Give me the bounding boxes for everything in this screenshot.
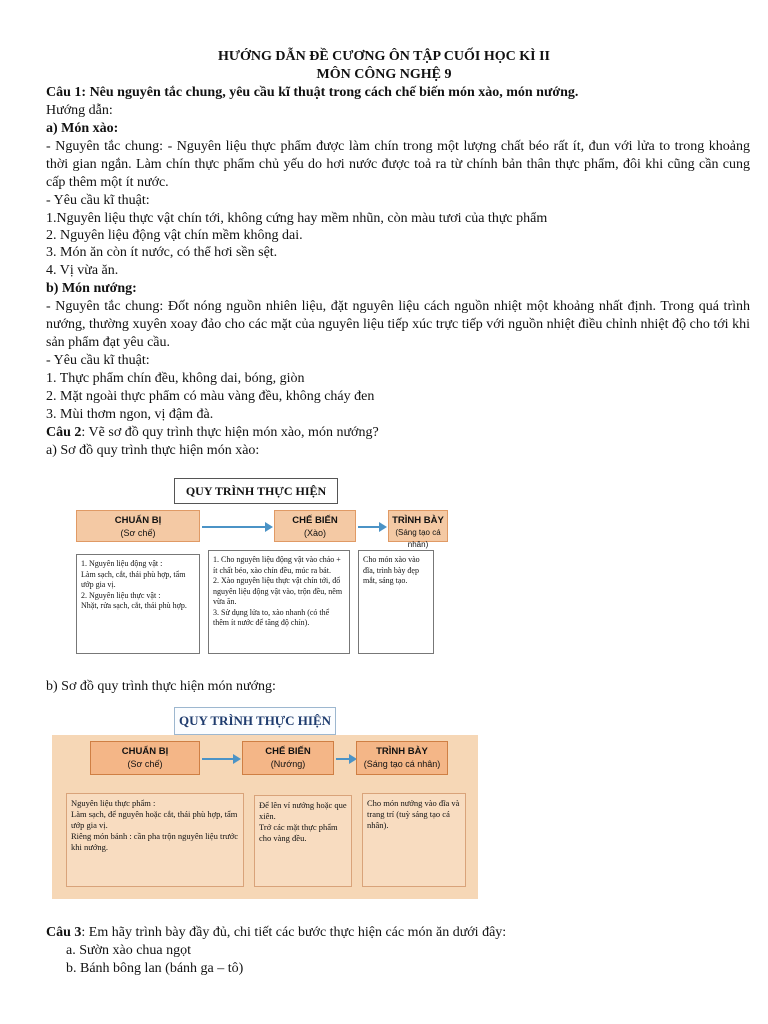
- question-2-text: : Vẽ sơ đồ quy trình thực hiện món xào, món nướng?: [81, 425, 379, 440]
- section-b-req-1: 1. Thực phẩm chín đều, không dai, bóng, giòn: [46, 371, 305, 386]
- detail-cook: Để lên vỉ nướng hoặc que xiên. Trở các mặt thực phẩm cho vàng đều.: [254, 795, 352, 887]
- step-sub: (Sáng tạo cá nhân): [395, 528, 441, 549]
- detail-present: Cho món xào vào đĩa, trình bày đẹp mắt, sáng tạo.: [358, 550, 434, 654]
- step-name: TRÌNH BÀY: [376, 746, 428, 757]
- question-1-label: Câu 1:: [46, 85, 87, 100]
- step-name: CHUẨN BỊ: [114, 515, 162, 526]
- question-3-text: : Em hãy trình bày đầy đủ, chi tiết các bước thực hiện các món ăn dưới đây:: [81, 925, 507, 940]
- step-name: CHẾ BIẾN: [265, 746, 311, 757]
- diagram-title: QUY TRÌNH THỰC HIỆN: [174, 478, 338, 504]
- step-prepare-box: [90, 741, 200, 775]
- step-name: TRÌNH BÀY: [392, 515, 444, 526]
- step-sub: (Sơ chế): [120, 528, 156, 538]
- step-present-box: [388, 510, 448, 549]
- question-2-label: Câu 2: [46, 425, 82, 440]
- section-b-req-title: - Yêu cầu kĩ thuật:: [46, 353, 150, 368]
- arrow-right-icon: [202, 758, 234, 760]
- step-present-box: [356, 741, 448, 775]
- section-a-title: a) Món xào:: [46, 121, 119, 136]
- diagram-b-caption: b) Sơ đồ quy trình thực hiện món nướng:: [46, 679, 276, 694]
- section-b-req-3: 3. Mùi thơm ngon, vị đậm đà.: [46, 407, 214, 422]
- section-a-principle: - Nguyên tắc chung: - Nguyên liệu thực phẩm được làm chín trong một lượng chất béo rất ít, đun với lửa to trong khoảng thời gian ngắn. Làm chín thực phẩm chủ yếu do hơi nước được toả ra từ chính bản thân thực phẩm, đôi khi cũng cần cung cấp thêm một ít nước.: [46, 139, 750, 190]
- step-name: CHUẨN BỊ: [121, 746, 169, 757]
- section-a-req-2: 2. Nguyên liệu động vật chín mềm không dai.: [46, 228, 303, 243]
- document-title: HƯỚNG DẪN ĐỀ CƯƠNG ÔN TẬP CUỐI HỌC KÌ II: [217, 49, 550, 64]
- question-1: [46, 84, 578, 102]
- step-prepare-box: [76, 510, 200, 542]
- guide-label: Hướng dẫn:: [46, 103, 113, 118]
- detail-prepare: Nguyên liệu thực phẩm : Làm sạch, để nguyên hoặc cắt, thái phù hợp, tẩm ướp gia vị. Riêng món bánh : cần pha trộn nguyên liệu trước khi nướng.: [66, 793, 244, 887]
- question-3-label: Câu 3: [46, 925, 82, 940]
- arrow-right-icon: [336, 758, 350, 760]
- detail-prepare: 1. Nguyên liệu động vật : Làm sạch, cắt, thái phù hợp, tẩm ướp gia vị. 2. Nguyên liệu thực vật : Nhặt, rửa sạch, cắt, thái phù hợp.: [76, 554, 200, 654]
- section-b-req-2: 2. Mặt ngoài thực phẩm có màu vàng đều, không cháy đen: [46, 389, 375, 404]
- section-b-title: b) Món nướng:: [46, 281, 137, 296]
- section-a-req-1: 1.Nguyên liệu thực vật chín tới, không cứng hay mềm nhũn, còn màu tươi của thực phẩm: [46, 211, 548, 226]
- step-cook-box: [274, 510, 356, 542]
- question-3-item-a: a. Sườn xào chua ngọt: [66, 943, 192, 958]
- document-subtitle: MÔN CÔNG NGHỆ 9: [316, 67, 452, 82]
- question-2: [46, 424, 379, 442]
- diagram-a-caption: a) Sơ đồ quy trình thực hiện món xào:: [46, 443, 260, 458]
- section-a-req-4: 4. Vị vừa ăn.: [46, 263, 119, 278]
- arrow-right-icon: [202, 526, 266, 528]
- detail-present: Cho món nướng vào đĩa và trang trí (tuỳ sáng tạo cá nhân).: [362, 793, 466, 887]
- question-3-item-b: b. Bánh bông lan (bánh ga – tô): [66, 961, 244, 976]
- diagram-title: QUY TRÌNH THỰC HIỆN: [174, 707, 336, 735]
- step-sub: (Sơ chế): [127, 759, 163, 769]
- section-a-req-3: 3. Món ăn còn ít nước, có thể hơi sền sệt.: [46, 245, 278, 260]
- detail-cook: 1. Cho nguyên liệu động vật vào chảo + ít chất béo, xào chín đều, múc ra bát. 2. Xào nguyên liệu thực vật chín tới, đổ nguyên liệu động vật vào, trộn đều, nêm vừa ăn. 3. Sử dụng lửa to, xào nhanh (có thể thêm ít nước để tăng độ chín).: [208, 550, 350, 654]
- step-cook-box: [242, 741, 334, 775]
- grill-process-diagram: [52, 703, 478, 903]
- stir-fry-process-diagram: [70, 470, 450, 658]
- question-1-text: Nêu nguyên tắc chung, yêu cầu kĩ thuật trong cách chế biến món xào, món nướng.: [86, 85, 579, 100]
- step-sub: (Sáng tạo cá nhân): [363, 759, 441, 769]
- section-a-req-title: - Yêu cầu kĩ thuật:: [46, 193, 150, 208]
- question-3: [46, 924, 506, 942]
- step-sub: (Xào): [303, 528, 326, 538]
- section-b-principle: - Nguyên tắc chung: Đốt nóng nguồn nhiên liệu, đặt nguyên liệu cách nguồn nhiệt một khoảng nhất định. Trong quá trình nướng, thường xuyên xoay đảo cho các mặt của nguyên liệu tiếp xúc trực tiếp với nguồn nhiệt điều chỉnh nhiệt độ cho tới khi sản phẩm đạt yêu cầu.: [46, 299, 750, 350]
- step-sub: (Nướng): [270, 759, 306, 769]
- arrow-right-icon: [358, 526, 380, 528]
- step-name: CHẾ BIẾN: [292, 515, 338, 526]
